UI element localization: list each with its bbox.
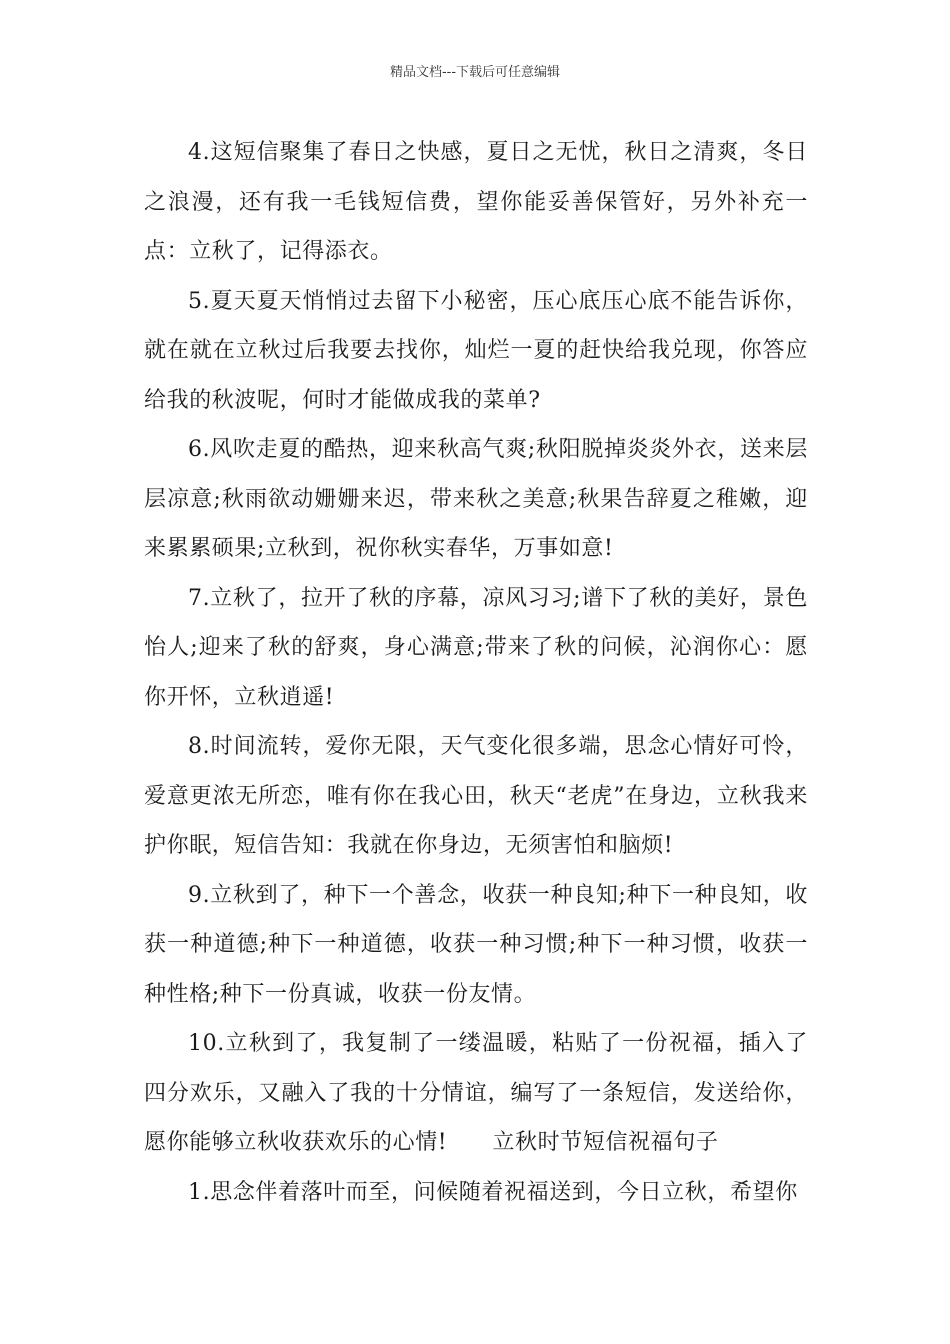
paragraph-8: 8.时间流转，爱你无限，天气变化很多端，思念心情好可怜，爱意更浓无所恋，唯有你在我心田，秋天“老虎”在身边，立秋我来护你眠，短信告知：我就在你身边，无须害怕和脑烦! — [144, 734, 808, 858]
paragraph-9: 9.立秋到了，种下一个善念，收获一种良知;种下一种良知，收获一种道德;种下一种道德，收获一种习惯;种下一种习惯，收获一种性格;种下一份真诚，收获一份友情。 — [144, 882, 808, 1007]
document-body — [144, 128, 808, 1217]
paragraph-5: 5.夏天夏天悄悄过去留下小秘密，压心底压心底不能告诉你，就在就在立秋过后我要去找你，灿烂一夏的赶快给我兑现，你答应给我的秋波呢，何时才能做成我的菜单? — [144, 288, 808, 413]
paragraph-4: 4.这短信聚集了春日之快感，夏日之无忧，秋日之清爽，冬日之浪漫，还有我一毛钱短信费，望你能妥善保管好，另外补充一点：立秋了，记得添衣。 — [144, 140, 808, 264]
paragraph-1: 1.思念伴着落叶而至，问候随着祝福送到，今日立秋，希望你 — [188, 1179, 798, 1205]
paragraph-6: 6.风吹走夏的酷热，迎来秋高气爽;秋阳脱掉炎炎外衣，送来层层凉意;秋雨欲动姗姗来迟，带来秋之美意;秋果告辞夏之稚嫩，迎来累累硕果;立秋到，祝你秋实春华，万事如意! — [144, 437, 808, 561]
page-header: 精品文档---下载后可任意编辑 — [389, 65, 561, 80]
paragraph-7: 7.立秋了，拉开了秋的序幕，凉风习习;谱下了秋的美好，景色怡人;迎来了秋的舒爽，身心满意;带来了秋的问候，沁润你心：愿你开怀，立秋逍遥! — [144, 585, 808, 710]
paragraph-10: 10.立秋到了，我复制了一缕温暖，粘贴了一份祝福，插入了四分欢乐，又融入了我的十分情谊，编写了一条短信，发送给你，愿你能够立秋收获欢乐的心情! 立秋时节短信祝福句子 — [144, 1031, 808, 1155]
